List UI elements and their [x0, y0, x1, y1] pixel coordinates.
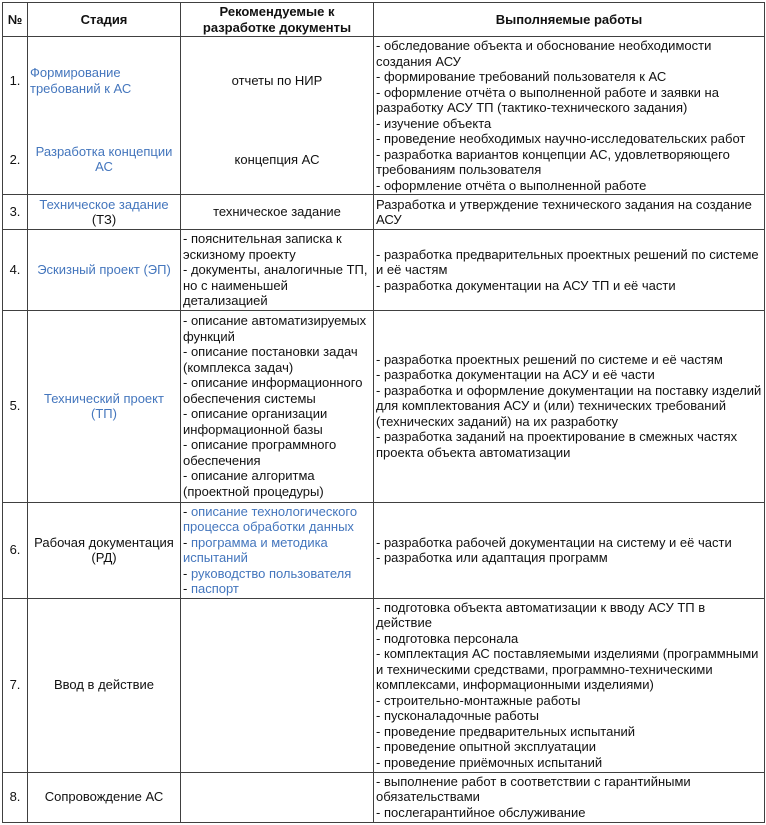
stage-label: Ввод в действие [53, 677, 155, 693]
item-text: оформление отчёта о выполненной работе [383, 177, 647, 193]
stage-cell [28, 598, 181, 772]
item-text: описание постановки задач (комплекса задач) [183, 344, 358, 375]
stage-label: Сопровождение АС [44, 789, 164, 805]
list-item: - описание организации информационной базы [183, 406, 328, 437]
stage-cell [28, 125, 181, 195]
document-link[interactable]: руководство пользователя [190, 565, 352, 581]
works-cell [374, 195, 765, 230]
stage-cell [28, 195, 181, 230]
item-text: выполнение работ в соответствии с гарантийными обязательствами [376, 773, 691, 805]
works-cell [374, 230, 765, 311]
stage-cell [28, 772, 181, 822]
item-text: разработка документации на АСУ ТП и её части [383, 277, 676, 293]
item-text: описание программного обеспечения [183, 437, 337, 468]
item-text: пояснительная записка к эскизному проекту [183, 231, 342, 262]
item-text: разработка документации на АСУ и её части [383, 367, 655, 383]
list-item: - описание автоматизируемых функций [183, 313, 367, 344]
list-item: - проведение предварительных испытаний [376, 723, 636, 739]
stage-cell [28, 310, 181, 502]
list-item: - изучение объекта [376, 115, 492, 131]
list-item: - пусконаладочные работы [376, 708, 539, 724]
list-item: - разработка рабочей документации на систему и её части [376, 534, 732, 550]
row-number-cell [3, 125, 28, 195]
header-row [3, 3, 765, 37]
stage-cell [28, 502, 181, 598]
works-cell [374, 37, 765, 195]
list-item: - формирование требований пользователя к АС [376, 69, 667, 84]
documents-cell [181, 37, 374, 125]
list-item: - разработка вариантов концепции АС, удовлетворяющего требованиям пользователя [376, 146, 730, 177]
item-text: разработка вариантов концепции АС, удовлетворяющего требованиям пользователя [376, 146, 730, 177]
item-text: проведение необходимых научно-исследовательских работ [383, 131, 746, 146]
list-item: - проведение опытной эксплуатации [376, 739, 597, 755]
item-text: разработка проектных решений по системе и её частям [383, 351, 723, 367]
document-link[interactable]: паспорт [190, 581, 239, 596]
item-text: разработка рабочей документации на систему и её части [383, 534, 732, 550]
list-item: - описание алгоритма (проектной процедуры) [183, 468, 324, 499]
col-header-number: № [3, 3, 28, 37]
row-number: 2. [9, 151, 21, 167]
works-cell [374, 310, 765, 502]
row-number: 5. [9, 398, 21, 414]
table-row [3, 195, 765, 230]
list-item: - разработка предварительных проектных решений по системе и её частям [376, 246, 759, 277]
list-item: - оформление отчёта о выполненной работе и заявки на разработку АСУ ТП (тактико-технического задания) [376, 84, 719, 115]
list-item: - разработка документации на АСУ ТП и её части [376, 277, 676, 293]
list-item: - описание программного обеспечения [183, 437, 337, 468]
item-text: проведение предварительных испытаний [383, 723, 636, 739]
list-item: - выполнение работ в соответствии с гарантийными обязательствами [376, 773, 691, 805]
documents-cell [181, 195, 374, 230]
document-link[interactable]: описание технологического процесса обработки данных [183, 503, 358, 534]
stage-link[interactable]: Технический проект (ТП) [44, 390, 164, 421]
list-item: - послегарантийное обслуживание [376, 804, 586, 820]
item-text: оформление отчёта о выполненной работе и заявки на разработку АСУ ТП (тактико-технического задания) [376, 84, 719, 115]
item-text: подготовка объекта автоматизации к вводу АСУ ТП в действие [376, 599, 706, 631]
col-header-stage: Стадия [28, 3, 181, 37]
col-header-works: Выполняемые работы [374, 3, 765, 37]
list-item: - разработка документации на АСУ и её части [376, 367, 655, 383]
row-number: 6. [9, 542, 21, 558]
list-item: - паспорт [183, 581, 239, 596]
row-number: 4. [9, 262, 21, 277]
table-row [3, 598, 765, 772]
item-text: разработка и оформление документации на поставку изделий для комплектования АСУ и (или) технических требований (технических заданий) на их разработку [376, 382, 762, 429]
list-item: - разработка заданий на проектирование в смежных частях проекта объекта автоматизации [376, 429, 738, 460]
item-text: формирование требований пользователя к АС [383, 69, 667, 84]
item-text: разработка предварительных проектных решений по системе и её частям [376, 246, 759, 277]
item-text: описание автоматизируемых функций [183, 313, 367, 344]
list-item: - строительно-монтажные работы [376, 692, 581, 708]
row-number: 1. [9, 73, 21, 88]
item-text: послегарантийное обслуживание [383, 804, 586, 820]
list-item: - описание постановки задач (комплекса задач) [183, 344, 358, 375]
row-number: 7. [9, 677, 21, 693]
stage-cell [28, 37, 181, 125]
item-text: комплектация АС поставляемыми изделиями (программными и техническими средствами, программно-техническими комплексами, информационными изделиями) [376, 646, 759, 693]
table-row [3, 230, 765, 311]
table-body [3, 37, 765, 823]
stage-link[interactable]: Техническое задание [39, 196, 169, 212]
item-text: строительно-монтажные работы [383, 692, 581, 708]
stage-suffix: (ТЗ) [91, 212, 117, 227]
list-item: - документы, аналогичные ТП, но с наименьшей детализацией [183, 262, 368, 308]
col-header-documents: Рекомендуемые к разработке документы [181, 3, 374, 37]
list-item: - подготовка персонала [376, 630, 519, 646]
list-item: - оформление отчёта о выполненной работе [376, 177, 647, 193]
list-item: - пояснительная записка к эскизному проекту [183, 231, 342, 262]
list-item: - проведение необходимых научно-исследовательских работ [376, 131, 746, 146]
documents-cell [181, 310, 374, 502]
documents-cell [181, 772, 374, 822]
list-item: - проведение приёмочных испытаний [376, 754, 603, 770]
documents-cell [181, 230, 374, 311]
item-text: изучение объекта [383, 115, 492, 131]
list-item: - подготовка объекта автоматизации к вводу АСУ ТП в действие [376, 599, 706, 631]
item-text: обследование объекта и обоснование необходимости создания АСУ [376, 38, 712, 69]
item-text: описание алгоритма (проектной процедуры) [183, 468, 324, 499]
stage-link[interactable]: Эскизный проект (ЭП) [37, 262, 171, 277]
item-text: описание информационного обеспечения системы [183, 375, 363, 406]
documents-cell [181, 125, 374, 195]
item-text: проведение опытной эксплуатации [383, 739, 597, 755]
item-text: описание организации информационной базы [183, 406, 328, 437]
item-text: подготовка персонала [383, 630, 519, 646]
list-item: - программа и методика испытаний [183, 534, 328, 565]
list-item: - обследование объекта и обоснование необходимости создания АСУ [376, 38, 712, 69]
document-link[interactable]: программа и методика испытаний [183, 534, 328, 565]
document-label: концепция АС [234, 151, 320, 167]
works-cell [374, 502, 765, 598]
works-cell [374, 772, 765, 822]
table-row [3, 772, 765, 822]
documents-cell [181, 598, 374, 772]
list-item: - комплектация АС поставляемыми изделиями (программными и техническими средствами, программно-техническими комплексами, информационными изделиями) [376, 646, 759, 693]
documents-cell [181, 502, 374, 598]
row-number-cell [3, 502, 28, 598]
list-item: - разработка проектных решений по системе и её частям [376, 351, 723, 367]
stage-link[interactable]: Формирование требований к АС [30, 65, 132, 96]
stage-link[interactable]: Разработка концепции АС [35, 143, 173, 175]
row-number-cell [3, 772, 28, 822]
row-number-cell [3, 310, 28, 502]
works-cell [374, 598, 765, 772]
list-item: - руководство пользователя [183, 565, 352, 581]
work-text: Разработка и утверждение технического задания на создание АСУ [376, 196, 752, 227]
item-text: документы, аналогичные ТП, но с наименьшей детализацией [183, 262, 368, 308]
list-item: - описание технологического процесса обработки данных [183, 503, 358, 534]
row-number-cell [3, 598, 28, 772]
stages-table [2, 2, 765, 823]
row-number-cell [3, 230, 28, 311]
list-item: - разработка и оформление документации на поставку изделий для комплектования АСУ и (или) технических требований (технических заданий) на их разработку [376, 382, 762, 429]
stage-label: Рабочая документация (РД) [34, 534, 174, 565]
item-text: проведение приёмочных испытаний [383, 754, 603, 770]
row-number-cell [3, 37, 28, 125]
document-label: отчеты по НИР [231, 73, 323, 88]
stage-cell [28, 230, 181, 311]
item-text: пусконаладочные работы [383, 708, 539, 724]
item-text: разработка или адаптация программ [383, 550, 608, 565]
table-row [3, 310, 765, 502]
list-item: - разработка или адаптация программ [376, 550, 608, 565]
list-item: - описание информационного обеспечения системы [183, 375, 363, 406]
item-text: разработка заданий на проектирование в смежных частях проекта объекта автоматизации [376, 429, 738, 460]
table-row [3, 37, 765, 125]
row-number-cell [3, 195, 28, 230]
table-row [3, 502, 765, 598]
row-number: 8. [9, 789, 21, 805]
row-number: 3. [9, 204, 21, 220]
document-label: техническое задание [213, 204, 341, 220]
